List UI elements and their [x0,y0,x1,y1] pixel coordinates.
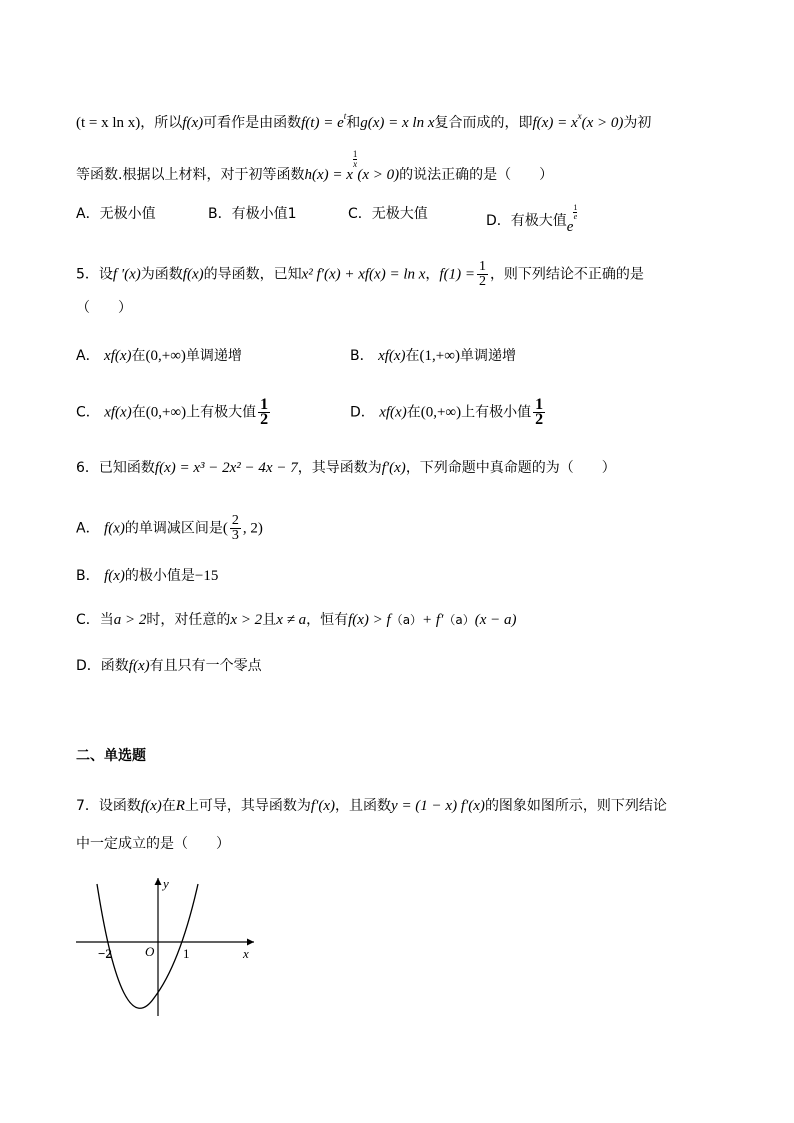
q6-stem [76,458,616,478]
fraction-denominator: 3 [231,528,239,543]
question-number: 5． [76,266,99,283]
section-heading [76,746,146,766]
math-expr: xf(x) [378,348,406,364]
math-interval: (0,+∞) [420,404,462,421]
math-expr: xf(x) [379,404,407,421]
option-text: 单调递增 [185,348,242,364]
text-segment: ，恒有 [306,612,349,628]
math-f-x: f(x) [104,568,125,584]
math-f-prime: f′(x) [310,798,336,814]
q7-stem-line-1 [76,796,667,816]
math-interval: (0,+∞) [145,404,187,421]
text-segment: （a） [443,613,475,627]
text-segment: 当 [99,612,114,628]
math-f-x: f(x) [182,266,204,283]
text-segment: 时，对任意的 [146,612,231,628]
text-segment: 的极小值是 [124,568,195,584]
text-segment: ， [425,266,440,283]
math-f-prime: + f′ [422,612,444,628]
q4-option-c[interactable] [348,204,428,224]
intro-line-2 [76,150,553,185]
math-interval: (1,+∞) [419,348,460,364]
text-segment: 的图象如图所示，则下列结论 [484,798,667,814]
option-letter: C． [76,612,100,628]
text-segment: 可看作是由函数 [203,115,302,131]
t-definition: (t = x ln x) [76,115,141,131]
q4-option-a[interactable] [76,204,156,224]
math-f-x: f(x) [128,658,150,674]
tick-label-1: 1 [183,946,190,961]
math-domain: (x > 0) [581,115,624,131]
math-condition: x ≠ a [276,612,307,628]
text-segment: 为函数 [140,266,183,283]
option-text: 上有极小值 [461,404,532,421]
text-segment: 为初 [623,115,652,131]
question-number: 6． [76,460,99,476]
q5-option-b[interactable] [350,346,516,366]
text-segment: 在 [131,348,146,364]
math-exponent: t [343,111,347,121]
math-f-prime: f′(x) [381,460,406,476]
fraction-denominator: e [573,212,578,221]
fraction-numerator: 1 [352,149,358,159]
q7-graph [70,874,270,1024]
math-h-x: h(x) = x [304,167,353,183]
math-f-x-power: f(x) = x [532,115,578,131]
option-letter: A． [76,206,100,222]
question-number: 7． [76,798,99,814]
math-f-x: f(x) [104,520,125,537]
text-segment: 设 [98,266,113,283]
option-letter: C． [76,404,100,421]
text-segment: 复合而成的，即 [434,115,533,131]
q6-option-b[interactable] [76,566,218,586]
math-value: −15 [194,568,219,584]
text-segment: 等函数.根据以上材料，对于初等函数 [76,167,305,183]
math-g-x: g(x) = x ln x [360,115,435,131]
q6-option-c[interactable] [76,610,517,630]
math-paren: ( [222,520,228,537]
text-segment: ，则下列结论不正确的是 [489,266,644,283]
text-segment: 已知函数 [98,460,155,476]
option-letter: B． [350,348,374,364]
q6-option-d[interactable] [76,656,262,676]
fraction [258,398,270,427]
x-axis-label: x [243,946,249,961]
option-letter: B． [208,206,232,222]
text-segment: 在 [131,404,146,421]
text-segment: 和 [346,115,361,131]
text-segment: ，下列命题中真命题的为（ ） [405,460,616,476]
q6-option-a[interactable] [76,514,263,543]
math-f-x: f(x) [182,115,204,131]
text-segment: 函数 [100,658,129,674]
math-exponent: x [577,111,582,121]
math-r: R [175,798,185,814]
math-e: e [566,219,574,235]
fraction-numerator: 1 [260,396,269,413]
option-text: 单调递增 [459,348,516,364]
tick-label-neg2: −2 [98,946,112,961]
option-letter: B． [76,568,100,584]
origin-label: O [145,944,155,959]
option-letter: D． [350,404,375,421]
text-segment: ，所以 [140,115,183,131]
text-segment: 在 [161,798,176,814]
q4-option-b[interactable] [208,204,297,224]
q4-option-d[interactable] [486,204,577,237]
math-function: y = (1 − x) f′(x) [391,798,485,814]
text-segment: 且 [262,612,277,628]
option-text: 无极小值 [99,206,156,222]
math-function: f(x) = x³ − 2x² − 4x − 7 [154,460,298,476]
intro-line-1 [76,106,651,133]
math-inequality: f(x) > f [348,612,391,628]
math-f-prime: f ′(x) [112,266,141,283]
math-equation: x² f′(x) + xf(x) = ln x [301,266,426,283]
option-letter: D． [76,658,101,674]
text-segment: 的说法正确的是（ ） [399,167,554,183]
option-text: 有极小值1 [231,206,297,222]
text-segment: 上可导，其导函数为 [184,798,311,814]
section-title: 二、单选题 [76,748,146,764]
math-condition: x > 2 [230,612,263,628]
q5-option-c[interactable] [76,398,272,427]
text-segment: 在 [405,348,420,364]
text-segment: ，且函数 [335,798,392,814]
fraction-numerator: 1 [573,203,578,212]
math-domain: (x > 0) [357,167,400,183]
q5-paren [76,298,132,318]
q5-option-a[interactable] [76,346,242,366]
text-segment: 设函数 [98,798,141,814]
fraction [477,260,488,289]
math-interval: (0,+∞) [145,348,186,364]
math-interval-end: , 2) [242,520,263,537]
option-letter: A． [76,520,100,537]
text-segment: 在 [406,404,421,421]
math-factor: (x − a) [474,612,517,628]
text-segment: 的单调减区间是 [124,520,223,537]
option-letter: C． [348,206,372,222]
option-text: 有极大值 [510,213,567,229]
math-expr: xf(x) [104,348,132,364]
text-segment: 中一定成立的是（ ） [76,836,230,852]
text-segment: （a） [390,613,423,627]
answer-blank: （ ） [76,300,132,316]
fraction-denominator: 2 [478,274,486,289]
fraction [230,514,241,543]
math-f-x: f(x) [140,798,162,814]
q5-option-d[interactable] [350,398,547,427]
q5-stem [76,260,644,289]
text-segment: 有且只有一个零点 [149,658,262,674]
fraction-denominator: x [353,159,358,169]
math-f-1: f(1) = [439,266,475,283]
option-letter: A． [76,348,100,364]
option-text: 上有极大值 [186,404,257,421]
math-exponent-fraction [573,204,577,221]
option-text: 无极大值 [371,206,428,222]
fraction-numerator: 1 [478,259,486,274]
option-letter: D． [486,213,511,229]
fraction [533,398,545,427]
fraction-numerator: 1 [535,396,544,413]
fraction-denominator: 2 [260,411,269,428]
y-axis-label: y [163,876,169,891]
math-expr: xf(x) [104,404,132,421]
text-segment: ，其导函数为 [297,460,382,476]
math-condition: a > 2 [113,612,147,628]
fraction-denominator: 2 [535,411,544,428]
fraction-numerator: 2 [231,513,239,528]
text-segment: 的导函数，已知 [203,266,302,283]
q7-stem-line-2 [76,834,230,854]
math-f-t: f(t) = e [301,115,344,131]
